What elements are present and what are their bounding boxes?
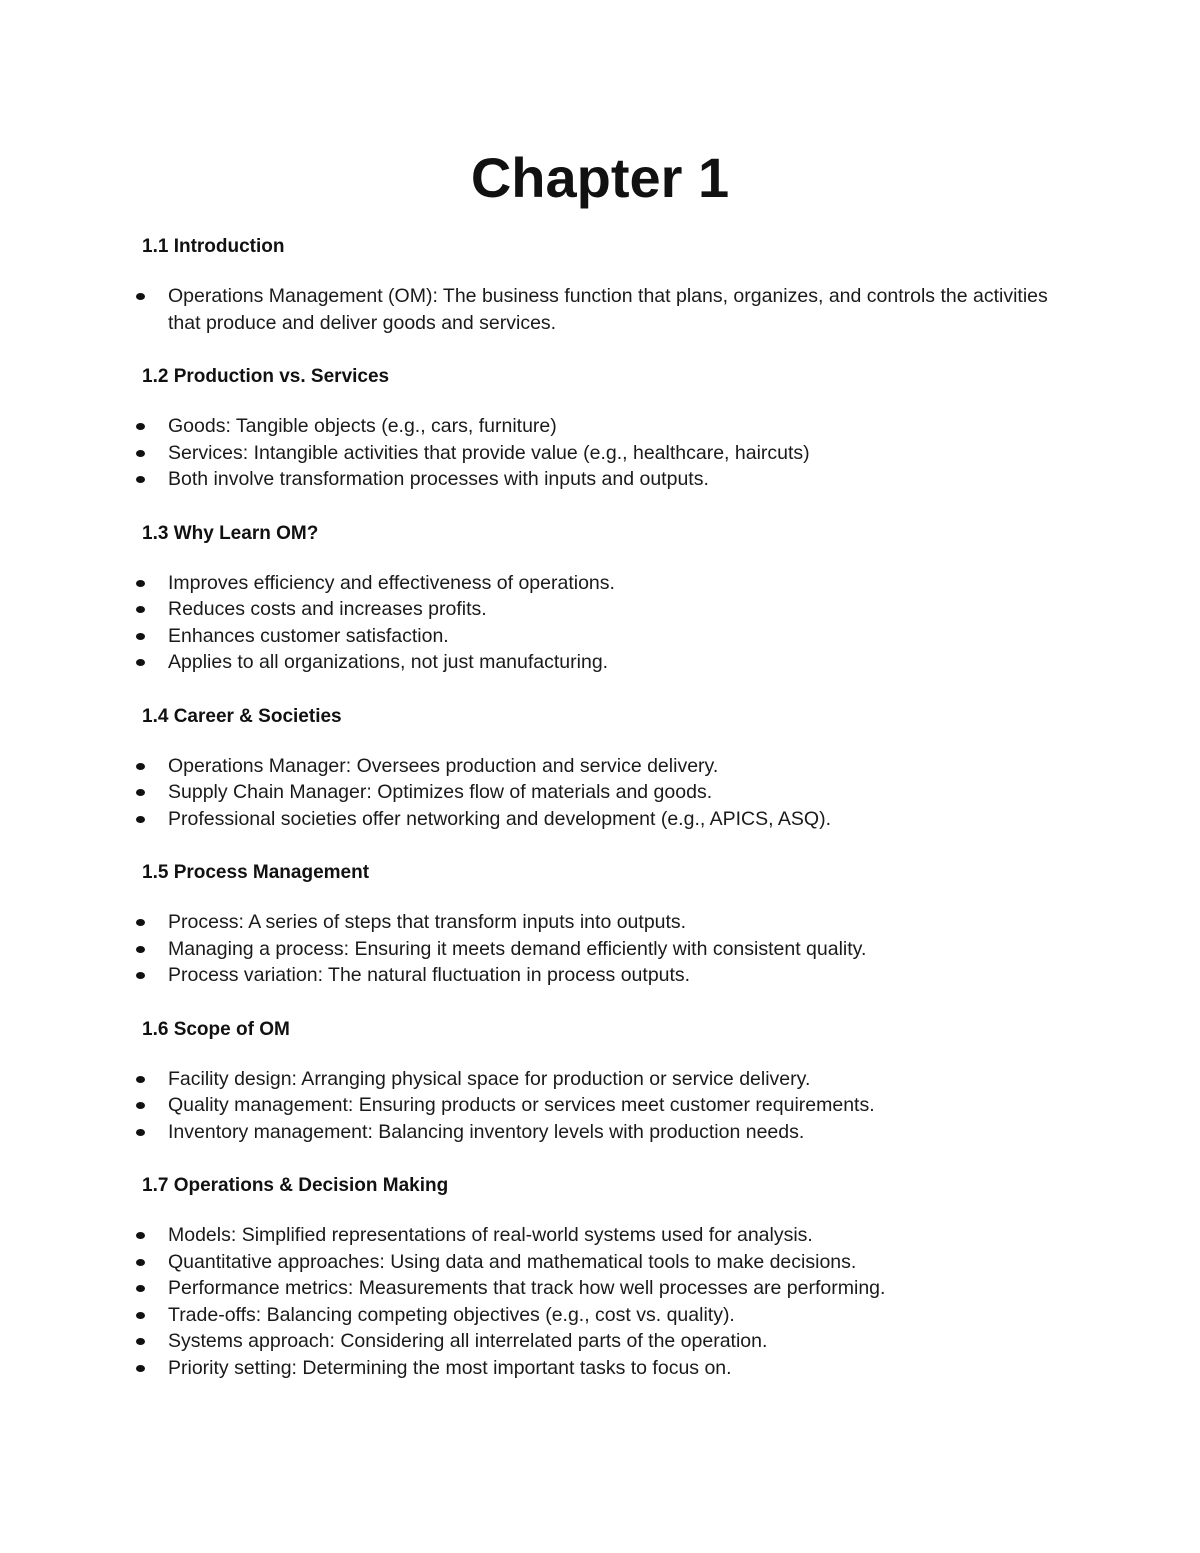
bullet-text: Process variation: The natural fluctuation in process outputs. [168, 964, 691, 986]
bullet-text: Facility design: Arranging physical space for production or service delivery. [168, 1067, 811, 1090]
section-heading: 1.7 Operations & Decision Making [142, 1175, 449, 1196]
bullet-dot-icon [136, 450, 145, 457]
bullet-dot-icon [136, 1259, 145, 1266]
bullet-list [142, 1222, 1072, 1381]
bullet-dot-icon [136, 1285, 145, 1292]
bullet-list [142, 1066, 1072, 1146]
bullet-text: Trade-offs: Balancing competing objectives (e.g., cost vs. quality). [168, 1303, 735, 1326]
bullet-dot-icon [136, 972, 145, 979]
bullet-item [142, 1355, 1072, 1382]
bullet-item [142, 1222, 1072, 1249]
section-1 [142, 230, 1072, 336]
section-heading: 1.3 Why Learn OM? [142, 522, 319, 544]
bullet-text: Goods: Tangible objects (e.g., cars, furniture) [168, 415, 557, 437]
bullet-dot-icon [136, 789, 145, 796]
bullet-dot-icon [136, 293, 145, 300]
bullet-text: Systems approach: Considering all interrelated parts of the operation. [168, 1330, 768, 1352]
bullet-dot-icon [136, 1338, 145, 1345]
bullet-text: Priority setting: Determining the most important tasks to focus on. [168, 1356, 732, 1379]
document-body [142, 230, 1072, 1405]
bullet-dot-icon [136, 763, 145, 770]
section-5 [142, 856, 1072, 989]
section-heading: 1.6 Scope of OM [142, 1018, 290, 1040]
bullet-text: Quality management: Ensuring products or services meet customer requirements. [168, 1094, 875, 1116]
bullet-dot-icon [136, 633, 145, 640]
section-heading: 1.2 Production vs. Services [142, 366, 390, 387]
bullet-text: Services: Intangible activities that provide value (e.g., healthcare, haircuts) [168, 441, 810, 464]
bullet-item [142, 779, 1072, 806]
section-2 [142, 360, 1072, 493]
bullet-dot-icon [136, 919, 145, 926]
bullet-text: Improves efficiency and effectiveness of operations. [168, 571, 615, 594]
bullet-dot-icon [136, 816, 145, 823]
bullet-dot-icon [136, 1312, 145, 1319]
bullet-item [142, 1119, 1072, 1146]
bullet-item [142, 283, 1072, 336]
bullet-item [142, 936, 1072, 963]
section-heading: 1.4 Career & Societies [142, 705, 342, 727]
section-heading: 1.5 Process Management [142, 862, 370, 883]
bullet-text: Operations Manager: Oversees production and service delivery. [168, 754, 719, 777]
bullet-item [142, 1066, 1072, 1093]
bullet-item [142, 1092, 1072, 1119]
bullet-text: Both involve transformation processes with inputs and outputs. [168, 468, 709, 490]
bullet-dot-icon [136, 1076, 145, 1083]
bullet-item [142, 1302, 1072, 1329]
bullet-item [142, 623, 1072, 650]
section-4 [142, 700, 1072, 833]
bullet-list [142, 753, 1072, 833]
bullet-text: Operations Management (OM): The business function that plans, organizes, and controls the activities that produce and deliver goods and services. [168, 285, 1048, 334]
bullet-item [142, 649, 1072, 676]
bullet-list [142, 413, 1072, 493]
bullet-item [142, 806, 1072, 833]
bullet-list [142, 570, 1072, 676]
bullet-text: Enhances customer satisfaction. [168, 624, 449, 647]
bullet-item [142, 413, 1072, 440]
section-heading: 1.1 Introduction [142, 236, 285, 257]
bullet-text: Supply Chain Manager: Optimizes flow of materials and goods. [168, 781, 713, 803]
bullet-item [142, 1275, 1072, 1302]
bullet-text: Inventory management: Balancing inventory levels with production needs. [168, 1120, 805, 1143]
bullet-dot-icon [136, 659, 145, 666]
bullet-item [142, 570, 1072, 597]
bullet-item [142, 753, 1072, 780]
bullet-text: Professional societies offer networking and development (e.g., APICS, ASQ). [168, 807, 831, 830]
bullet-text: Managing a process: Ensuring it meets demand efficiently with consistent quality. [168, 937, 867, 960]
bullet-item [142, 440, 1072, 467]
bullet-item [142, 1328, 1072, 1355]
bullet-dot-icon [136, 606, 145, 613]
bullet-dot-icon [136, 1232, 145, 1239]
bullet-text: Applies to all organizations, not just manufacturing. [168, 651, 609, 673]
bullet-list [142, 283, 1072, 336]
bullet-text: Process: A series of steps that transform inputs into outputs. [168, 911, 687, 933]
section-7 [142, 1169, 1072, 1381]
section-6 [142, 1013, 1072, 1146]
bullet-text: Quantitative approaches: Using data and mathematical tools to make decisions. [168, 1250, 857, 1273]
bullet-text: Reduces costs and increases profits. [168, 598, 487, 620]
bullet-dot-icon [136, 1365, 145, 1372]
bullet-item [142, 1249, 1072, 1276]
bullet-list [142, 909, 1072, 989]
bullet-text: Models: Simplified representations of real-world systems used for analysis. [168, 1224, 813, 1246]
bullet-item [142, 962, 1072, 989]
bullet-item [142, 596, 1072, 623]
bullet-item [142, 466, 1072, 493]
bullet-dot-icon [136, 476, 145, 483]
bullet-item [142, 909, 1072, 936]
bullet-dot-icon [136, 423, 145, 430]
bullet-dot-icon [136, 946, 145, 953]
page-title: Chapter 1 [470, 146, 730, 209]
bullet-text: Performance metrics: Measurements that track how well processes are performing. [168, 1277, 886, 1299]
bullet-dot-icon [136, 1102, 145, 1109]
section-3 [142, 517, 1072, 676]
bullet-dot-icon [136, 1129, 145, 1136]
bullet-dot-icon [136, 580, 145, 587]
